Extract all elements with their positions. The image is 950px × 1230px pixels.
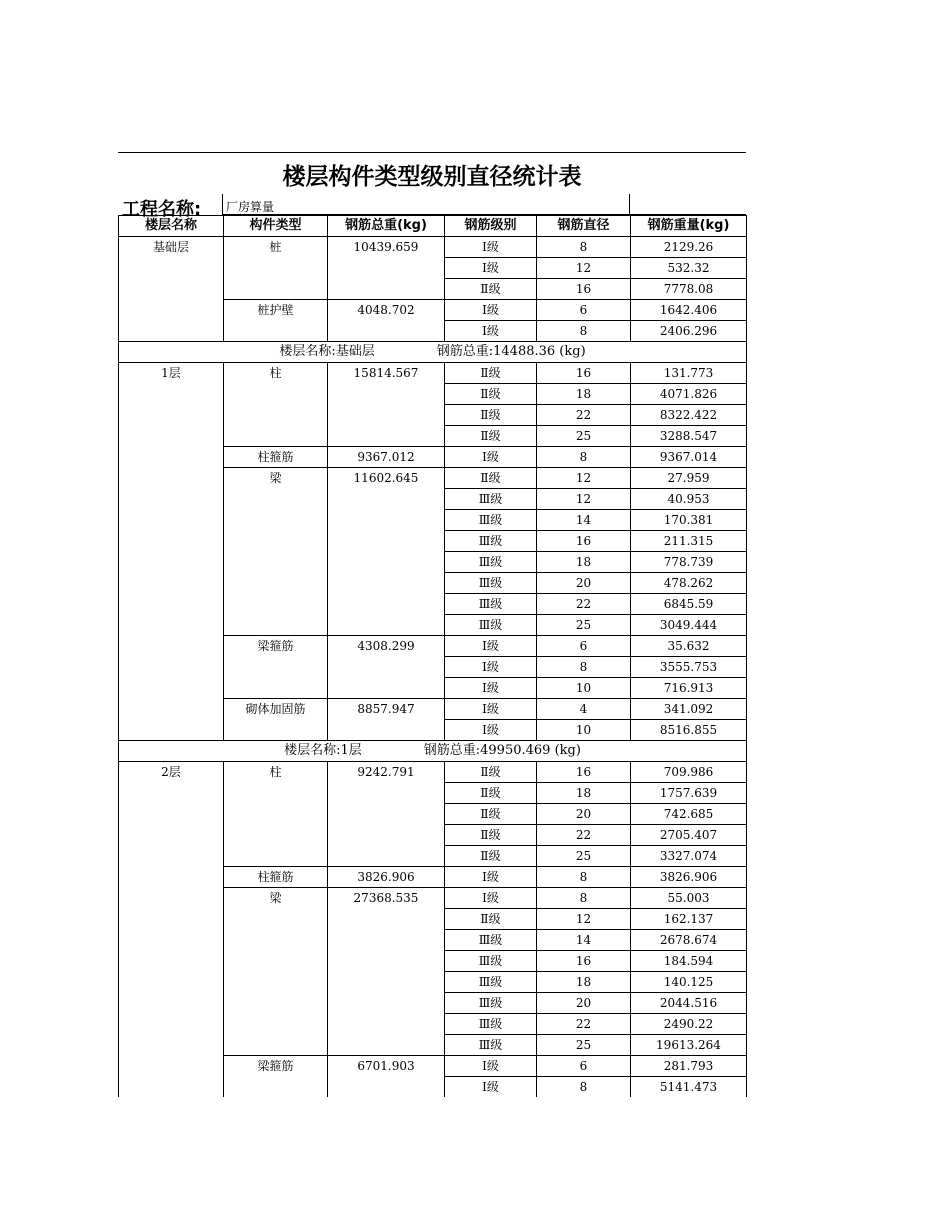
- rebar-diameter-cell[interactable]: 20: [537, 804, 631, 825]
- rebar-weight-cell[interactable]: 40.953: [631, 489, 747, 510]
- rebar-diameter-cell[interactable]: 10: [537, 678, 631, 699]
- rebar-grade-cell[interactable]: Ⅱ级: [445, 825, 537, 846]
- rebar-grade-cell[interactable]: Ⅱ级: [445, 804, 537, 825]
- rebar-grade-cell[interactable]: Ⅱ级: [445, 384, 537, 405]
- rebar-grade-cell[interactable]: Ⅰ级: [445, 888, 537, 909]
- rebar-grade-cell[interactable]: Ⅲ级: [445, 1035, 537, 1056]
- header-rebar-diameter: 钢筋直径: [537, 216, 631, 237]
- rebar-grade-cell[interactable]: Ⅰ级: [445, 447, 537, 468]
- rebar-diameter-cell[interactable]: 16: [537, 951, 631, 972]
- rebar-weight-cell[interactable]: 170.381: [631, 510, 747, 531]
- rebar-diameter-cell[interactable]: 25: [537, 1035, 631, 1056]
- rebar-weight-cell[interactable]: 2705.407: [631, 825, 747, 846]
- statistics-table: [118, 215, 747, 1097]
- rebar-diameter-cell[interactable]: 25: [537, 846, 631, 867]
- rebar-weight-cell[interactable]: 709.986: [631, 762, 747, 783]
- rebar-weight-cell[interactable]: 35.632: [631, 636, 747, 657]
- floor-summary-cell[interactable]: [119, 741, 747, 762]
- rebar-weight-cell[interactable]: 19613.264: [631, 1035, 747, 1056]
- rebar-weight-cell[interactable]: 131.773: [631, 363, 747, 384]
- rebar-grade-cell[interactable]: Ⅲ级: [445, 510, 537, 531]
- rebar-grade-cell[interactable]: Ⅰ级: [445, 237, 537, 258]
- rebar-diameter-cell[interactable]: 20: [537, 573, 631, 594]
- rebar-diameter-cell[interactable]: 8: [537, 657, 631, 678]
- rebar-grade-cell[interactable]: Ⅰ级: [445, 699, 537, 720]
- rebar-grade-cell[interactable]: Ⅰ级: [445, 867, 537, 888]
- component-type-cell[interactable]: 桩护壁: [224, 300, 328, 342]
- rebar-diameter-cell[interactable]: 16: [537, 363, 631, 384]
- floor-summary-row: [119, 342, 747, 363]
- rebar-weight-cell[interactable]: 140.125: [631, 972, 747, 993]
- rebar-weight-cell[interactable]: 55.003: [631, 888, 747, 909]
- rebar-diameter-cell[interactable]: 14: [537, 510, 631, 531]
- cell-divider: [222, 194, 223, 214]
- rebar-diameter-cell[interactable]: 12: [537, 468, 631, 489]
- component-type-cell[interactable]: 桩: [224, 237, 328, 300]
- rebar-diameter-cell[interactable]: 16: [537, 531, 631, 552]
- rebar-weight-cell[interactable]: 716.913: [631, 678, 747, 699]
- rebar-weight-cell[interactable]: 184.594: [631, 951, 747, 972]
- rebar-grade-cell[interactable]: Ⅱ级: [445, 279, 537, 300]
- rebar-diameter-cell[interactable]: 22: [537, 1014, 631, 1035]
- rebar-diameter-cell[interactable]: 22: [537, 594, 631, 615]
- rebar-weight-cell[interactable]: 3049.444: [631, 615, 747, 636]
- rebar-grade-cell[interactable]: Ⅰ级: [445, 1056, 537, 1077]
- rebar-weight-cell[interactable]: 211.315: [631, 531, 747, 552]
- rebar-diameter-cell[interactable]: 12: [537, 909, 631, 930]
- rebar-diameter-cell[interactable]: 12: [537, 489, 631, 510]
- rebar-diameter-cell[interactable]: 18: [537, 384, 631, 405]
- rebar-grade-cell[interactable]: Ⅰ级: [445, 1077, 537, 1098]
- summary-floor-name: 楼层名称:1层: [284, 743, 362, 758]
- rebar-grade-cell[interactable]: Ⅰ级: [445, 657, 537, 678]
- rebar-grade-cell[interactable]: Ⅱ级: [445, 426, 537, 447]
- rebar-grade-cell[interactable]: Ⅲ级: [445, 552, 537, 573]
- rebar-weight-cell[interactable]: 3327.074: [631, 846, 747, 867]
- rebar-weight-cell[interactable]: 6845.59: [631, 594, 747, 615]
- component-total-cell[interactable]: 3826.906: [328, 867, 445, 888]
- rebar-grade-cell[interactable]: Ⅰ级: [445, 258, 537, 279]
- rebar-weight-cell[interactable]: 3826.906: [631, 867, 747, 888]
- rebar-grade-cell[interactable]: Ⅱ级: [445, 363, 537, 384]
- rebar-weight-cell[interactable]: 742.685: [631, 804, 747, 825]
- component-total-cell[interactable]: 8857.947: [328, 699, 445, 741]
- header-row: [119, 216, 747, 237]
- table-row: [119, 363, 747, 384]
- rebar-weight-cell[interactable]: 2490.22: [631, 1014, 747, 1035]
- rebar-weight-cell[interactable]: 2678.674: [631, 930, 747, 951]
- rebar-diameter-cell[interactable]: 8: [537, 237, 631, 258]
- rebar-diameter-cell[interactable]: 6: [537, 1056, 631, 1077]
- component-type-cell[interactable]: 梁: [224, 888, 328, 1056]
- component-total-cell[interactable]: 4308.299: [328, 636, 445, 699]
- component-type-cell[interactable]: 柱: [224, 363, 328, 447]
- rebar-diameter-cell[interactable]: 8: [537, 1077, 631, 1098]
- rebar-weight-cell[interactable]: 3555.753: [631, 657, 747, 678]
- rebar-weight-cell[interactable]: 5141.473: [631, 1077, 747, 1098]
- sheet-title: 楼层构件类型级别直径统计表: [282, 164, 582, 190]
- floor-summary-cell[interactable]: [119, 342, 747, 363]
- rebar-diameter-cell[interactable]: 16: [537, 762, 631, 783]
- rebar-weight-cell[interactable]: 2044.516: [631, 993, 747, 1014]
- rebar-weight-cell[interactable]: 478.262: [631, 573, 747, 594]
- rebar-diameter-cell[interactable]: 8: [537, 867, 631, 888]
- rebar-diameter-cell[interactable]: 6: [537, 300, 631, 321]
- rebar-weight-cell[interactable]: 778.739: [631, 552, 747, 573]
- rebar-weight-cell[interactable]: 162.137: [631, 909, 747, 930]
- summary-floor-total: 钢筋总重:14488.36 (kg): [436, 344, 586, 359]
- rebar-diameter-cell[interactable]: 8: [537, 321, 631, 342]
- rebar-weight-cell[interactable]: 3288.547: [631, 426, 747, 447]
- component-type-cell[interactable]: 砌体加固筋: [224, 699, 328, 741]
- table-row: [119, 237, 747, 258]
- rebar-grade-cell[interactable]: Ⅰ级: [445, 636, 537, 657]
- rebar-grade-cell[interactable]: Ⅲ级: [445, 1014, 537, 1035]
- rebar-weight-cell[interactable]: 1757.639: [631, 783, 747, 804]
- rebar-weight-cell[interactable]: 7778.08: [631, 279, 747, 300]
- component-total-cell[interactable]: 4048.702: [328, 300, 445, 342]
- header-component-type: 构件类型: [224, 216, 328, 237]
- table-body: [119, 237, 747, 1098]
- rebar-grade-cell[interactable]: Ⅱ级: [445, 783, 537, 804]
- header-rebar-grade: 钢筋级别: [445, 216, 537, 237]
- component-total-cell[interactable]: 9367.012: [328, 447, 445, 468]
- project-name-label: 工程名称:: [122, 199, 202, 220]
- component-type-cell[interactable]: 梁箍筋: [224, 636, 328, 699]
- rebar-grade-cell[interactable]: Ⅲ级: [445, 531, 537, 552]
- rebar-grade-cell[interactable]: Ⅲ级: [445, 993, 537, 1014]
- rebar-diameter-cell[interactable]: 20: [537, 993, 631, 1014]
- component-type-cell[interactable]: 柱: [224, 762, 328, 867]
- floor-name-cell[interactable]: 2层: [119, 762, 224, 1098]
- component-type-cell[interactable]: 柱箍筋: [224, 867, 328, 888]
- rebar-grade-cell[interactable]: Ⅰ级: [445, 678, 537, 699]
- rebar-weight-cell[interactable]: 2129.26: [631, 237, 747, 258]
- rebar-grade-cell[interactable]: Ⅲ级: [445, 615, 537, 636]
- rebar-diameter-cell[interactable]: 18: [537, 972, 631, 993]
- rebar-diameter-cell[interactable]: 8: [537, 447, 631, 468]
- rebar-grade-cell[interactable]: Ⅲ级: [445, 951, 537, 972]
- rebar-weight-cell[interactable]: 8322.422: [631, 405, 747, 426]
- rebar-grade-cell[interactable]: Ⅱ级: [445, 762, 537, 783]
- header-total-weight: 钢筋总重(kg): [328, 216, 445, 237]
- component-type-cell[interactable]: 柱箍筋: [224, 447, 328, 468]
- rebar-weight-cell[interactable]: 281.793: [631, 1056, 747, 1077]
- rebar-diameter-cell[interactable]: 8: [537, 888, 631, 909]
- rebar-diameter-cell[interactable]: 14: [537, 930, 631, 951]
- rebar-diameter-cell[interactable]: 22: [537, 405, 631, 426]
- floor-name-cell[interactable]: 基础层: [119, 237, 224, 342]
- rebar-diameter-cell[interactable]: 18: [537, 783, 631, 804]
- rebar-grade-cell[interactable]: Ⅰ级: [445, 321, 537, 342]
- rebar-diameter-cell[interactable]: 10: [537, 720, 631, 741]
- summary-floor-total: 钢筋总重:49950.469 (kg): [423, 743, 581, 758]
- rebar-grade-cell[interactable]: Ⅲ级: [445, 489, 537, 510]
- table-row: [119, 762, 747, 783]
- component-total-cell[interactable]: 15814.567: [328, 363, 445, 447]
- rebar-diameter-cell[interactable]: 25: [537, 426, 631, 447]
- rebar-diameter-cell[interactable]: 6: [537, 636, 631, 657]
- rebar-grade-cell[interactable]: Ⅲ级: [445, 594, 537, 615]
- rebar-diameter-cell[interactable]: 18: [537, 552, 631, 573]
- rebar-weight-cell[interactable]: 27.959: [631, 468, 747, 489]
- header-floor-name: 楼层名称: [119, 216, 224, 237]
- header-rebar-weight: 钢筋重量(kg): [631, 216, 747, 237]
- component-total-cell[interactable]: 6701.903: [328, 1056, 445, 1098]
- rebar-weight-cell[interactable]: 1642.406: [631, 300, 747, 321]
- component-total-cell[interactable]: 27368.535: [328, 888, 445, 1056]
- rebar-grade-cell[interactable]: Ⅲ级: [445, 573, 537, 594]
- rebar-grade-cell[interactable]: Ⅱ级: [445, 405, 537, 426]
- rebar-weight-cell[interactable]: 9367.014: [631, 447, 747, 468]
- rebar-grade-cell[interactable]: Ⅲ级: [445, 930, 537, 951]
- component-type-cell[interactable]: 梁箍筋: [224, 1056, 328, 1098]
- rebar-diameter-cell[interactable]: 22: [537, 825, 631, 846]
- rebar-grade-cell[interactable]: Ⅱ级: [445, 468, 537, 489]
- rebar-diameter-cell[interactable]: 16: [537, 279, 631, 300]
- top-border: [118, 152, 746, 153]
- rebar-weight-cell[interactable]: 2406.296: [631, 321, 747, 342]
- rebar-diameter-cell[interactable]: 25: [537, 615, 631, 636]
- rebar-grade-cell[interactable]: Ⅲ级: [445, 972, 537, 993]
- rebar-weight-cell[interactable]: 341.092: [631, 699, 747, 720]
- rebar-weight-cell[interactable]: 532.32: [631, 258, 747, 279]
- component-type-cell[interactable]: 梁: [224, 468, 328, 636]
- rebar-diameter-cell[interactable]: 4: [537, 699, 631, 720]
- rebar-grade-cell[interactable]: Ⅰ级: [445, 720, 537, 741]
- project-name-value[interactable]: 厂房算量: [226, 200, 275, 214]
- rebar-grade-cell[interactable]: Ⅱ级: [445, 909, 537, 930]
- rebar-weight-cell[interactable]: 8516.855: [631, 720, 747, 741]
- rebar-grade-cell[interactable]: Ⅱ级: [445, 846, 537, 867]
- rebar-weight-cell[interactable]: 4071.826: [631, 384, 747, 405]
- summary-floor-name: 楼层名称:基础层: [279, 344, 375, 359]
- component-total-cell[interactable]: 9242.791: [328, 762, 445, 867]
- cell-divider: [629, 194, 630, 214]
- rebar-diameter-cell[interactable]: 12: [537, 258, 631, 279]
- rebar-grade-cell[interactable]: Ⅰ级: [445, 300, 537, 321]
- component-total-cell[interactable]: 11602.645: [328, 468, 445, 636]
- floor-summary-row: [119, 741, 747, 762]
- component-total-cell[interactable]: 10439.659: [328, 237, 445, 300]
- floor-name-cell[interactable]: 1层: [119, 363, 224, 741]
